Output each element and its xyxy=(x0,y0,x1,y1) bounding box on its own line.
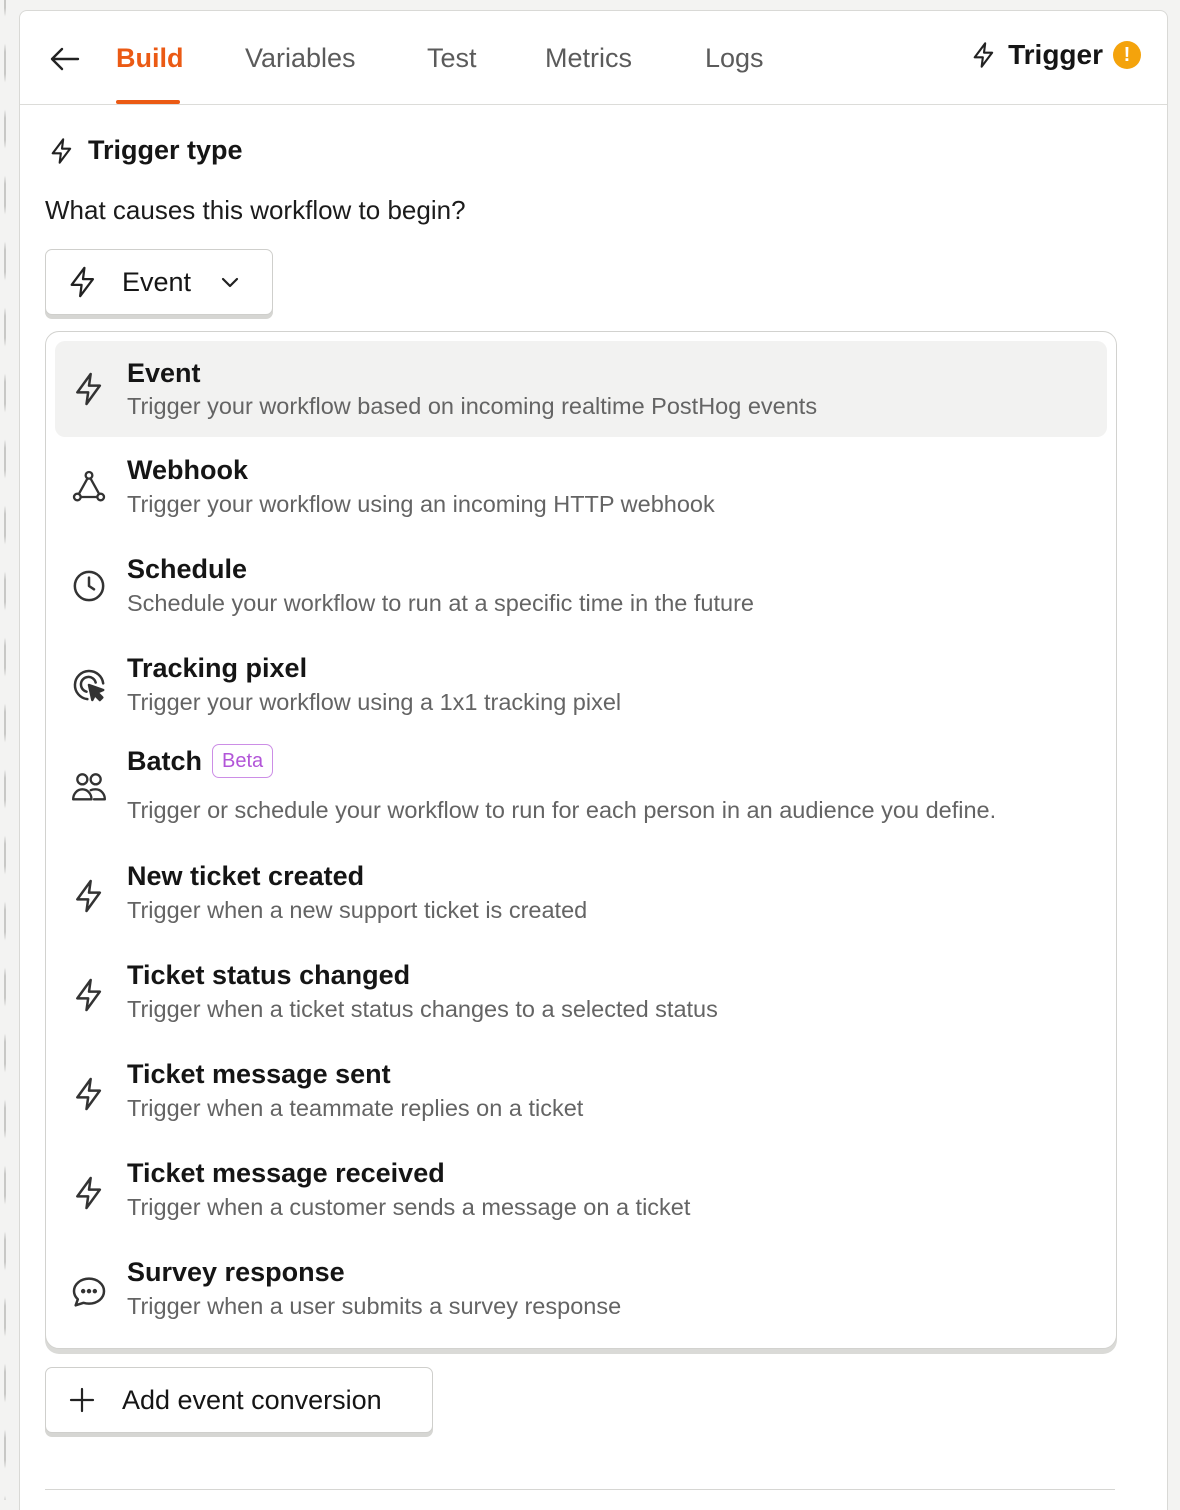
menu-option-ticket-status-changed[interactable] xyxy=(55,943,1107,1042)
menu-option-batch[interactable] xyxy=(55,734,1107,844)
tab-variables[interactable]: Variables xyxy=(245,43,356,73)
tab-build[interactable]: Build xyxy=(116,43,184,73)
plus-icon xyxy=(68,1386,96,1414)
active-tab-indicator xyxy=(116,100,180,104)
bolt-icon xyxy=(69,975,109,1015)
option-description: Trigger when a new support ticket is created xyxy=(127,897,588,923)
add-event-conversion-button[interactable] xyxy=(45,1367,433,1433)
menu-option-survey-response[interactable] xyxy=(55,1240,1107,1339)
option-title: Tracking pixel xyxy=(127,653,308,683)
menu-option-ticket-message-received[interactable] xyxy=(55,1141,1107,1240)
bolt-icon xyxy=(48,136,76,166)
chevron-down-icon xyxy=(219,271,241,293)
trigger-header[interactable] xyxy=(970,39,1141,71)
divider xyxy=(45,1489,1115,1490)
option-title: New ticket created xyxy=(127,861,365,891)
option-description: Trigger when a user submits a survey response xyxy=(127,1293,622,1319)
add-event-conversion-label: Add event conversion xyxy=(122,1384,382,1415)
option-title: Webhook xyxy=(127,455,248,485)
select-value: Event xyxy=(122,266,192,297)
option-description: Trigger when a teammate replies on a ticket xyxy=(127,1095,584,1121)
menu-option-schedule[interactable] xyxy=(55,536,1107,635)
option-description: Trigger your workflow using a 1x1 tracking pixel xyxy=(127,689,622,715)
warning-icon: ! xyxy=(1113,41,1141,69)
option-description: Trigger your workflow based on incoming realtime PostHog events xyxy=(127,393,818,419)
bolt-icon xyxy=(69,1173,109,1213)
cursor-target-icon xyxy=(69,665,109,705)
tab-logs[interactable]: Logs xyxy=(705,43,764,73)
bolt-icon xyxy=(69,369,109,409)
option-title: Survey response xyxy=(127,1257,345,1287)
people-icon xyxy=(69,766,109,806)
trigger-question: What causes this workflow to begin? xyxy=(45,195,466,225)
canvas-dots xyxy=(3,0,7,1500)
menu-option-ticket-message-sent[interactable] xyxy=(55,1042,1107,1141)
bolt-icon xyxy=(66,264,100,300)
bolt-icon xyxy=(970,40,998,70)
option-title: Event xyxy=(127,358,201,388)
trigger-type-heading xyxy=(48,135,243,166)
webhook-icon xyxy=(69,467,109,507)
option-description: Schedule your workflow to run at a specific time in the future xyxy=(127,590,754,616)
option-title: Ticket status changed xyxy=(127,960,411,990)
beta-badge: Beta xyxy=(212,744,273,778)
menu-option-webhook[interactable] xyxy=(55,437,1107,536)
trigger-header-label: Trigger xyxy=(1008,39,1103,70)
menu-option-event[interactable] xyxy=(55,341,1107,437)
trigger-panel xyxy=(19,10,1168,1510)
clock-icon xyxy=(69,566,109,606)
option-description: Trigger when a ticket status changes to a selected status xyxy=(127,996,718,1022)
option-title-text: Batch xyxy=(127,745,203,776)
option-title: Ticket message sent xyxy=(127,1059,391,1089)
option-title: Schedule xyxy=(127,554,248,584)
tab-bar xyxy=(20,11,1167,105)
trigger-type-select[interactable] xyxy=(45,249,273,315)
tab-test[interactable]: Test xyxy=(427,43,477,73)
bolt-icon xyxy=(69,876,109,916)
section-title: Trigger type xyxy=(88,135,243,165)
option-title xyxy=(127,744,273,778)
tab-metrics[interactable]: Metrics xyxy=(545,43,632,73)
option-description: Trigger or schedule your workflow to run for each person in an audience you define. xyxy=(127,797,997,823)
chat-bubble-icon xyxy=(69,1272,109,1312)
trigger-type-menu xyxy=(45,331,1117,1349)
menu-option-new-ticket-created[interactable] xyxy=(55,844,1107,943)
bolt-icon xyxy=(69,1074,109,1114)
menu-option-tracking-pixel[interactable] xyxy=(55,635,1107,734)
option-description: Trigger your workflow using an incoming HTTP webhook xyxy=(127,491,715,517)
arrow-left-icon xyxy=(47,41,83,77)
back-button[interactable] xyxy=(47,41,83,77)
option-description: Trigger when a customer sends a message on a ticket xyxy=(127,1194,691,1220)
option-title: Ticket message received xyxy=(127,1158,445,1188)
